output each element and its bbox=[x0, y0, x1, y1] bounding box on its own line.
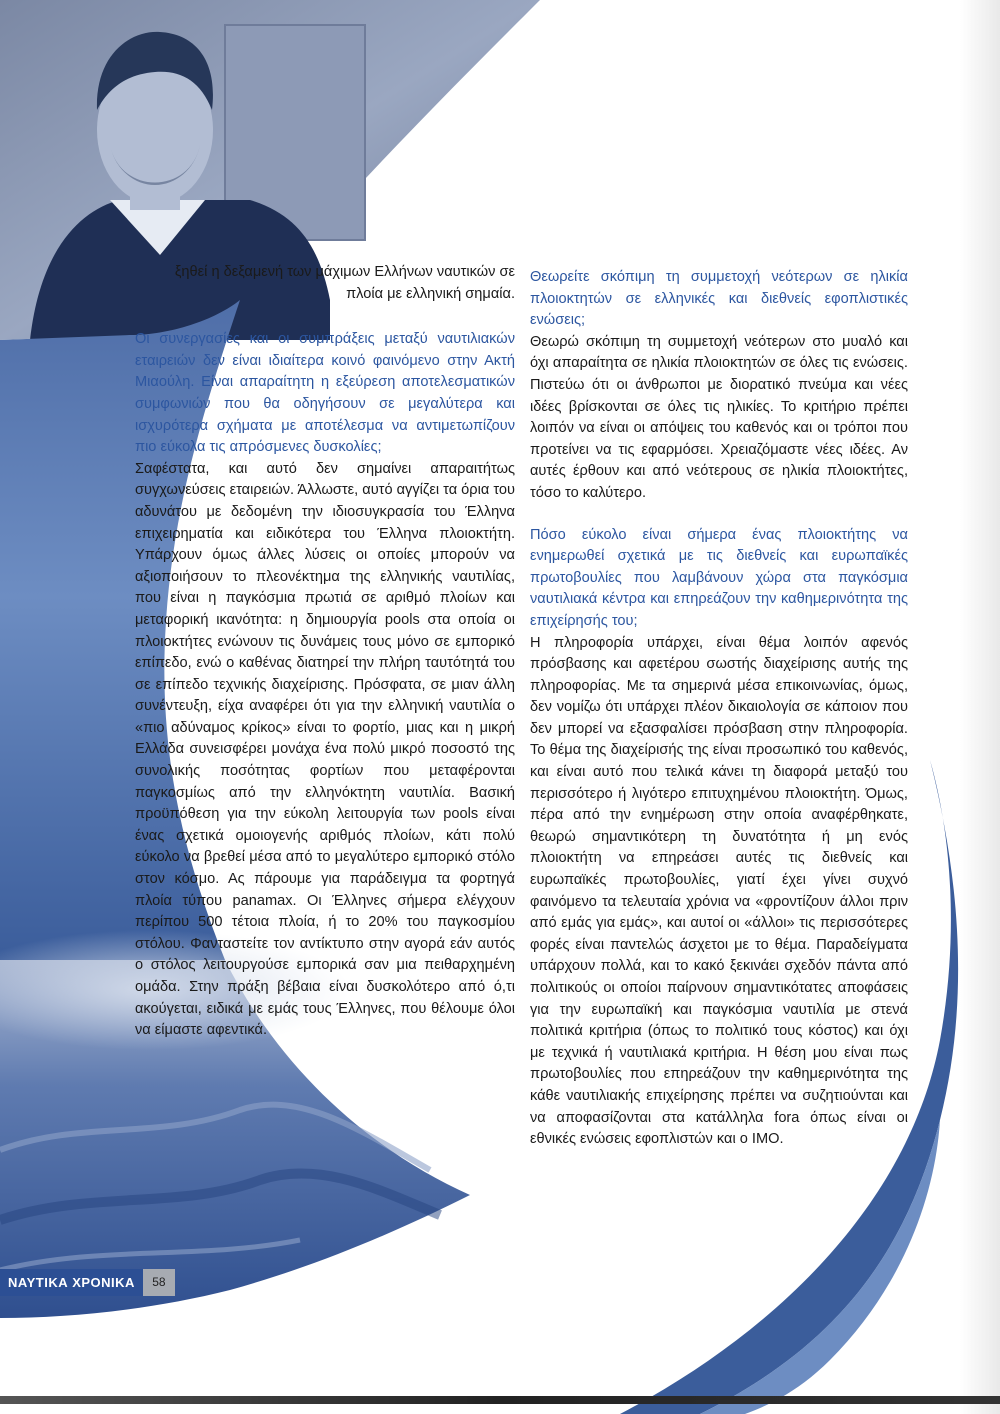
right-column bbox=[530, 267, 908, 1151]
page-shade bbox=[960, 0, 1000, 1414]
answer-1: Σαφέστατα, και αυτό δεν σημαίνει απαραιτήτως συγχωνεύσεις εταιρειών. Άλλωστε, αυτό αγγίζει τα όρια του αδυνάτου με δεδομένη την ιδιοσυγκρασία του Έλληνα επιχειρηματία και ειδικότερα του Έλληνα πλοιοκτήτη. Υπάρχουν όμως άλλες λύσεις οι οποίες μπορούν να αξιοποιήσουν το πλεονέκτημα της ελληνικής ναυτιλίας, που είναι η παγκόσμια πρωτιά σε αριθμό πλοίων και μεταφορική ικανότητα: η δημιουργία pools στα οποία οι πλοιοκτήτες ενώνουν τις δυνάμεις τους μόνο σε εμπορικό επίπεδο, ενώ ο καθένας διατηρεί την πλήρη ταυτότητά του σε επίπεδο τεχνικής διαχείρισης. Πρόσφατα, σε μιαν άλλη συνέντευξη, είχα αναφέρει ότι για την ελληνική ναυτιλία ο «πιο αδύναμος κρίκος» είναι το φορτίο, μιας και η μικρή Ελλάδα συνεισφέρει μονάχα ένα πολύ μικρό ποσοστό της συνολικής ποσότητας φορτίων που μεταφέρονται παγκοσμίως από την ελληνόκτητη ναυτιλία. Βασική προϋπόθεση για την εύκολη λειτουργία των pools είναι ένας σχετικά ομοιογενής αριθμός πλοίων, κάτι πολύ εύκολο να βρεθεί μέσα από το μεγαλύτερο εμπορικό στόλο στον κόσμο. Ας πάρουμε για παράδειγμα τα φορτηγά πλοία τύπου panamax. Οι Έλληνες σήμερα ελέγχουν περίπου 500 τέτοια πλοία, ή το 20% του παγκοσμίου στόλου. Φανταστείτε τον αντίκτυπο στην αγορά εάν αυτός ο στόλος λειτουργούσε εμπορικά σαν μια πειθαρχημένη ομάδα. Στην πράξη βέβαια είναι δυσκολότερο από ό,τι ακούγεται, ειδικά με εμάς τους Έλληνες, που θέλουμε όλοι να είμαστε αφεντικά. bbox=[135, 460, 515, 1039]
bottom-rule bbox=[0, 1396, 1000, 1404]
answer-2: Θεωρώ σκόπιμη τη συμμετοχή νεότερων στο μυαλό και όχι απαραίτητα σε ηλικία πλοιοκτητών σε όλες τις ενώσεις. Πιστεύω ότι οι άνθρωποι με διορατικό πνεύμα και νέες ιδέες βρίσκονται σε όλες τις ηλικίες. Το κριτήριο πρέπει λοιπόν να είναι οι απόψεις του καθενός και οι τρόποι που προτείνει να τις εφαρμόσει. Χρειαζόμαστε νέες ιδέες. Αν αυτές έρθουν και από νεότερους σε ηλικία πλοιοκτήτες, τόσο το καλύτερο. bbox=[530, 333, 908, 501]
question-3: Πόσο εύκολο είναι σήμερα ένας πλοιοκτήτης να ενημερωθεί σχετικά με τις διεθνείς και ευρωπαϊκές πρωτοβουλίες που λαμβάνουν χώρα στα παγκόσμια ναυτιλιακά κέντρα και επηρεάζουν την καθημερινότητα της επιχείρησής του; bbox=[530, 526, 908, 629]
page-number: 58 bbox=[143, 1269, 175, 1296]
intro-paragraph: ξηθεί η δεξαμενή των μάχιμων Ελλήνων ναυτικών σε πλοία με ελληνική σημαία. bbox=[174, 264, 515, 302]
question-2: Θεωρείτε σκόπιμη τη συμμετοχή νεότερων σε ηλικία πλοιοκτητών σε ελληνικές και διεθνείς εφοπλιστικές ενώσεις; bbox=[530, 269, 908, 329]
left-column bbox=[135, 262, 515, 1042]
answer-3: Η πληροφορία υπάρχει, είναι θέμα λοιπόν αφενός πρόσβασης και αφετέρου σωστής διαχείρισης αυτής της πληροφορίας. Με τα σημερινά μέσα επικοινωνίας, όμως, δεν νομίζω ότι υπάρχει πλέον δικαιολογία σε κάποιον που δεν μπορεί να εξασφαλίσει πρόσβαση στην πληροφορία. Το θέμα της διαχείρισής της είναι προσωπικό του καθενός, και είναι αυτό που τελικά κάνει τη διαφορά μεταξύ του περισσότερο ή λιγότερο επιτυχημένου πλοιοκτήτη. Όμως, πέρα από την ενημέρωση στην οποία αναφέρθηκατε, θεωρώ σημαντικότερη τη δυνατότητα ή μη ενός πλοιοκτήτη να επηρεάσει αυτές τις διεθνείς και ευρωπαϊκές πρωτοβουλίες, γιατί έχει γίνει συχνό φαινόμενο τα τελευταία χρόνια να «φροντίζουν άλλοι πριν από εμάς για εμάς», και αυτοί οι «άλλοι» τις περισσότερες φορές είναι παντελώς άσχετοι με το θέμα. Παραδείγματα υπάρχουν πολλά, και το κακό ξεκινάει σχεδόν πάντα από πολιτικούς οι οποίοι παίρνουν σημαντικότατες αποφάσεις για την ευρωπαϊκή και παγκόσμια ναυτιλία με στενά πολιτικά κριτήρια (όπως το πολιτικό τους κόστος) και όχι με τεχνικά ή ναυτιλιακά κριτήρια. Η θέση μου είναι πως πρωτοβουλίες που επηρεάζουν την καθημερινότητα της κάθε ναυτιλιακής επιχείρησης πρέπει να συζητιούνται και να αποφασίζονται στα κατάλληλα fora όπως είναι οι εθνικές ενώσεις εφοπλιστών και ο IMO. bbox=[530, 634, 908, 1148]
magazine-name: ΝΑΥΤΙΚΑ ΧΡΟΝΙΚΑ bbox=[0, 1269, 143, 1296]
page-footer bbox=[0, 1269, 175, 1296]
question-1: Οι συνεργασίες και οι συμπράξεις μεταξύ ναυτιλιακών εταιρειών δεν είναι ιδιαίτερα κοινό φαινόμενο στην Ακτή Μιαούλη. Είναι απαραίτητη η εξεύρεση αποτελεσματικών συμφωνιών που θα οδηγήσουν σε μεγαλύτερα και ισχυρότερα σχήματα με αποτέλεσμα να αντιμετωπίζουν πιο εύκολα τις απρόσμενες δυσκολίες; bbox=[135, 331, 515, 456]
